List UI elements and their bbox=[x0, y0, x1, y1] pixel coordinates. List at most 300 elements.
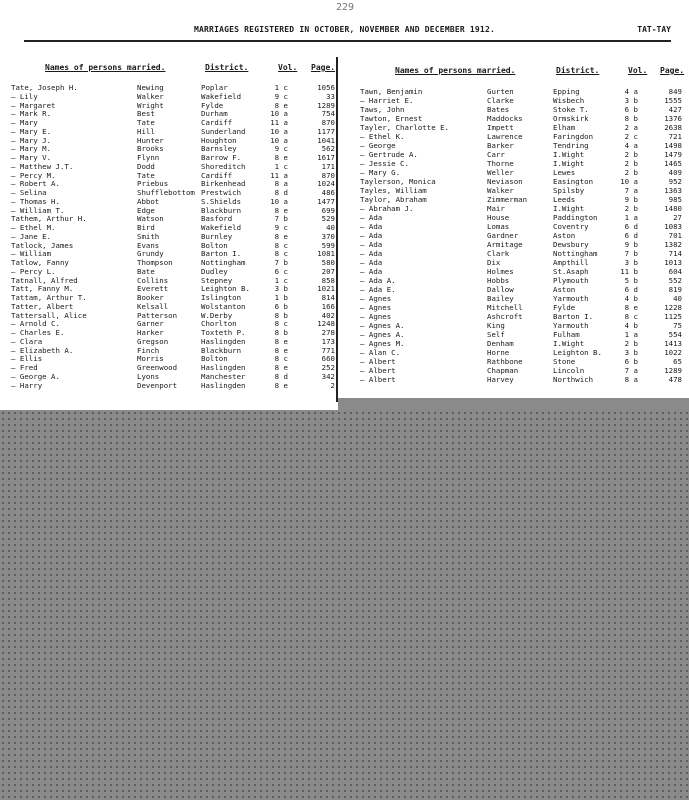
entry-page: 278 bbox=[321, 328, 335, 337]
entry-name: Tawton, Ernest bbox=[360, 114, 423, 123]
entry-spouse-surname: Walker bbox=[137, 91, 164, 101]
entry-spouse-surname: Maddocks bbox=[487, 114, 523, 123]
left-names-header: Names of persons married. bbox=[45, 63, 166, 72]
entry-volume: 1 c bbox=[274, 83, 288, 92]
entry-spouse-surname: Mitchell bbox=[487, 303, 523, 312]
entry-district: Lewes bbox=[553, 168, 576, 177]
entry-spouse-surname: Hunter bbox=[137, 135, 164, 145]
register-entry bbox=[11, 382, 334, 390]
entry-name: — Ethel K. bbox=[360, 132, 405, 141]
register-entry bbox=[11, 189, 334, 197]
entry-name: Tate, Joseph H. bbox=[11, 83, 78, 92]
entry-page: 402 bbox=[321, 310, 335, 320]
entry-district: Aston bbox=[553, 231, 576, 240]
entry-district: I.Wight bbox=[553, 204, 585, 213]
entry-spouse-surname: Greenwood bbox=[137, 363, 178, 372]
entry-spouse-surname: Collins bbox=[137, 275, 169, 285]
entry-spouse-surname: Priebus bbox=[137, 179, 169, 189]
entry-volume: 6 d bbox=[624, 231, 638, 240]
entry-name: Tatnall, Alfred bbox=[11, 275, 78, 285]
entry-volume: 9 b bbox=[624, 240, 638, 249]
entry-spouse-surname: Horne bbox=[487, 348, 510, 357]
register-entry bbox=[360, 106, 685, 114]
entry-page: 554 bbox=[668, 330, 682, 339]
entry-volume: 8 e bbox=[274, 336, 288, 346]
register-entry bbox=[360, 115, 685, 123]
entry-name: Tattersall, Alice bbox=[11, 310, 87, 320]
entry-volume: 8 e bbox=[274, 345, 288, 355]
entry-page: 1022 bbox=[664, 348, 682, 357]
entry-spouse-surname: Walker bbox=[487, 186, 514, 195]
entry-district: Tendring bbox=[553, 141, 589, 150]
entry-district: Paddington bbox=[553, 213, 598, 222]
entry-volume: 1 a bbox=[624, 330, 638, 339]
entry-district: Basford bbox=[201, 214, 233, 224]
entry-spouse-surname: Flynn bbox=[137, 153, 160, 162]
entry-page: 714 bbox=[668, 249, 682, 258]
entry-spouse-surname: Carr bbox=[487, 150, 505, 159]
entry-district: Leighton B. bbox=[201, 284, 250, 294]
register-entry bbox=[360, 358, 685, 366]
entry-volume: 6 b bbox=[274, 301, 288, 311]
entry-name: Tatlow, Fanny bbox=[11, 258, 69, 267]
register-entry bbox=[11, 268, 334, 276]
entry-name: — Agnes bbox=[360, 312, 392, 321]
entry-page: 1555 bbox=[664, 96, 682, 105]
register-entry bbox=[11, 329, 334, 337]
entry-name: — Ethel M. bbox=[11, 223, 56, 232]
entry-page: 870 bbox=[321, 118, 335, 127]
entry-page: 1382 bbox=[664, 240, 682, 249]
entry-name: Tattam, Arthur T. bbox=[11, 293, 87, 302]
entry-volume: 7 a bbox=[624, 186, 638, 195]
scan-shadow bbox=[338, 398, 689, 410]
entry-page: 699 bbox=[321, 205, 335, 215]
entry-spouse-surname: Morris bbox=[137, 354, 164, 364]
entry-spouse-surname: Newing bbox=[137, 83, 164, 92]
column-divider bbox=[336, 57, 338, 402]
entry-spouse-surname: Bird bbox=[137, 223, 155, 232]
entry-page: 660 bbox=[321, 354, 335, 364]
register-entry bbox=[11, 128, 334, 136]
entry-name: — Mark R. bbox=[11, 109, 52, 119]
entry-page: 1376 bbox=[664, 114, 682, 123]
register-entry bbox=[11, 233, 334, 241]
register-entry bbox=[11, 84, 334, 92]
entry-name: — Jane E. bbox=[11, 231, 52, 241]
register-entry bbox=[360, 268, 685, 276]
entry-volume: 8 d bbox=[274, 371, 288, 381]
entry-page: 721 bbox=[668, 132, 682, 141]
entry-name: — Elizabeth A. bbox=[11, 345, 74, 355]
register-entry bbox=[360, 250, 685, 258]
entry-name: — George A. bbox=[11, 371, 60, 381]
entry-district: Islington bbox=[201, 293, 242, 302]
register-entry bbox=[360, 304, 685, 312]
entry-spouse-surname: Dallow bbox=[487, 285, 514, 294]
entry-volume: 9 c bbox=[274, 91, 288, 101]
register-entry bbox=[11, 294, 334, 302]
entry-district: Barton I. bbox=[553, 312, 594, 321]
entry-volume: 8 a bbox=[274, 179, 288, 189]
entry-page: 1480 bbox=[664, 204, 682, 213]
entry-district: I.Wight bbox=[553, 339, 585, 348]
entry-page: 952 bbox=[668, 177, 682, 186]
entry-name: — Ada bbox=[360, 249, 383, 258]
entry-spouse-surname: Clark bbox=[487, 249, 510, 258]
entry-page: 1248 bbox=[317, 319, 335, 329]
entry-volume: 6 d bbox=[624, 285, 638, 294]
entry-spouse-surname: Chapman bbox=[487, 366, 519, 375]
entry-district: Bolton bbox=[201, 354, 228, 364]
entry-district: Stepney bbox=[201, 275, 233, 285]
entry-name: Tathem, Arthur H. bbox=[11, 214, 87, 224]
entry-district: Nottingham bbox=[553, 249, 598, 258]
entry-name: — Agnes A. bbox=[360, 321, 405, 330]
entry-spouse-surname: Bate bbox=[137, 266, 155, 276]
entry-district: Toxteth P. bbox=[201, 328, 246, 337]
entry-volume: 4 a bbox=[624, 141, 638, 150]
register-entry bbox=[360, 205, 685, 213]
register-entry bbox=[11, 163, 334, 171]
register-entry bbox=[11, 154, 334, 162]
entry-volume: 8 b bbox=[274, 310, 288, 320]
entry-volume: 8 c bbox=[274, 249, 288, 259]
entry-district: Leeds bbox=[553, 195, 576, 204]
register-entry bbox=[360, 367, 685, 375]
entry-district: Wakefield bbox=[201, 223, 242, 232]
entry-page: 858 bbox=[321, 275, 335, 285]
register-entry bbox=[360, 376, 685, 384]
entry-spouse-surname: Wright bbox=[137, 100, 164, 110]
entry-spouse-surname: Best bbox=[137, 109, 155, 119]
entry-volume: 3 b bbox=[624, 258, 638, 267]
entry-spouse-surname: Impett bbox=[487, 123, 514, 132]
entry-name: — Ada bbox=[360, 222, 383, 231]
entry-spouse-surname: Denham bbox=[487, 339, 514, 348]
entry-page: 1081 bbox=[317, 249, 335, 259]
entry-volume: 2 c bbox=[624, 132, 638, 141]
register-entry bbox=[360, 214, 685, 222]
entry-name: — Mary bbox=[11, 118, 38, 127]
entry-district: Birkenhead bbox=[201, 179, 246, 189]
entry-volume: 5 b bbox=[624, 276, 638, 285]
entry-page: 1177 bbox=[317, 126, 335, 136]
entry-volume: 9 c bbox=[274, 223, 288, 232]
entry-name: — Ada bbox=[360, 267, 383, 276]
entry-name: — Mary G. bbox=[360, 168, 401, 177]
entry-name: — Thomas H. bbox=[11, 196, 60, 206]
right-page-header: Page. bbox=[660, 66, 685, 75]
entry-name: — Percy M. bbox=[11, 170, 56, 180]
entry-spouse-surname: Kelsall bbox=[137, 301, 169, 311]
entry-volume: 6 c bbox=[274, 266, 288, 276]
entry-name: — Selina bbox=[11, 188, 47, 197]
entry-name: — Arnold C. bbox=[11, 319, 60, 329]
entry-name: — Clara bbox=[11, 336, 43, 346]
register-entry bbox=[360, 232, 685, 240]
entry-name: — Abraham J. bbox=[360, 204, 414, 213]
register-entry bbox=[360, 97, 685, 105]
entry-district: Wisbech bbox=[553, 96, 585, 105]
entry-district: Stoke T. bbox=[553, 105, 589, 114]
entry-spouse-surname: Mair bbox=[487, 204, 505, 213]
entry-volume: 8 e bbox=[624, 303, 638, 312]
entry-spouse-surname: Patterson bbox=[137, 310, 178, 320]
entry-spouse-surname: Gurten bbox=[487, 87, 514, 96]
entry-district: Prestwich bbox=[201, 188, 242, 197]
entry-district: Fulham bbox=[553, 330, 580, 339]
entry-volume: 8 d bbox=[274, 188, 288, 197]
entry-spouse-surname: Dix bbox=[487, 258, 501, 267]
entry-spouse-surname: Brooks bbox=[137, 144, 164, 154]
entry-name: — Jessie C. bbox=[360, 159, 409, 168]
entry-page: 427 bbox=[668, 105, 682, 114]
register-entry bbox=[360, 133, 685, 141]
entry-page: 166 bbox=[321, 301, 335, 311]
register-entry bbox=[360, 124, 685, 132]
entry-volume: 6 b bbox=[624, 105, 638, 114]
entry-name: Taws, John bbox=[360, 105, 405, 114]
entry-page: 1465 bbox=[664, 159, 682, 168]
entry-district: Blackburn bbox=[201, 205, 242, 215]
entry-name: — Ada bbox=[360, 240, 383, 249]
entry-name: — Ada A. bbox=[360, 276, 396, 285]
entry-volume: 4 a bbox=[624, 87, 638, 96]
entry-district: Elham bbox=[553, 123, 576, 132]
entry-spouse-surname: Shufflebottom bbox=[137, 188, 195, 197]
entry-page: 814 bbox=[321, 293, 335, 302]
entry-volume: 8 b bbox=[274, 328, 288, 337]
entry-spouse-surname: Lomas bbox=[487, 222, 510, 231]
entry-volume: 8 e bbox=[274, 100, 288, 110]
register-entry bbox=[360, 196, 685, 204]
register-entry bbox=[360, 322, 685, 330]
entry-district: St.Asaph bbox=[553, 267, 589, 276]
entry-page: 1041 bbox=[317, 135, 335, 145]
entry-volume: 1 a bbox=[624, 213, 638, 222]
register-entry bbox=[11, 259, 334, 267]
register-entry bbox=[11, 119, 334, 127]
entry-district: Manchester bbox=[201, 371, 246, 381]
entry-page: 33 bbox=[326, 91, 335, 101]
entry-page: 1617 bbox=[317, 153, 335, 162]
entry-page: 252 bbox=[321, 363, 335, 372]
entry-page: 1228 bbox=[664, 303, 682, 312]
entry-spouse-surname: Abbot bbox=[137, 196, 160, 206]
entry-volume: 10 a bbox=[270, 109, 288, 119]
entry-page: 1083 bbox=[664, 222, 682, 231]
entry-district: Leighton B. bbox=[553, 348, 602, 357]
entry-district: Fylde bbox=[553, 303, 576, 312]
entry-volume: 7 b bbox=[274, 258, 288, 267]
register-entry bbox=[11, 303, 334, 311]
register-entry bbox=[11, 224, 334, 232]
right-district-header: District. bbox=[556, 66, 600, 75]
entry-spouse-surname: Grundy bbox=[137, 249, 164, 259]
scan-background bbox=[0, 410, 689, 800]
entry-spouse-surname: Clarke bbox=[487, 96, 514, 105]
entry-district: Poplar bbox=[201, 83, 228, 92]
entry-spouse-surname: Gardner bbox=[487, 231, 519, 240]
entry-spouse-surname: Ashcroft bbox=[487, 312, 523, 321]
register-entry bbox=[360, 295, 685, 303]
register-entry bbox=[11, 93, 334, 101]
alphabetical-range: TAT-TAY bbox=[637, 25, 671, 34]
entry-page: 1056 bbox=[317, 83, 335, 92]
entry-name: Tatt, Fanny M. bbox=[11, 284, 74, 294]
entry-spouse-surname: Edge bbox=[137, 205, 155, 215]
entry-spouse-surname: Devenport bbox=[137, 380, 178, 390]
entry-district: Shoreditch bbox=[201, 161, 246, 171]
entry-district: Barton I. bbox=[201, 249, 242, 259]
entry-name: — Ada bbox=[360, 231, 383, 240]
register-entry bbox=[11, 198, 334, 206]
entry-district: Northwich bbox=[553, 375, 594, 384]
entry-volume: 6 b bbox=[624, 357, 638, 366]
entry-volume: 3 b bbox=[624, 348, 638, 357]
entry-district: Dewsbury bbox=[553, 240, 589, 249]
entry-name: — Mary E. bbox=[11, 126, 52, 136]
register-entry bbox=[360, 223, 685, 231]
entry-district: Bolton bbox=[201, 240, 228, 250]
entry-district: Durham bbox=[201, 109, 228, 119]
entry-volume: 10 a bbox=[270, 196, 288, 206]
entry-volume: 11 a bbox=[270, 118, 288, 127]
entry-spouse-surname: Lawrence bbox=[487, 132, 523, 141]
entry-district: Haslingden bbox=[201, 363, 246, 372]
entry-spouse-surname: Dodd bbox=[137, 161, 155, 171]
register-entry bbox=[360, 277, 685, 285]
entry-district: Faringdon bbox=[553, 132, 594, 141]
entry-page: 985 bbox=[668, 195, 682, 204]
entry-district: Barnsley bbox=[201, 144, 237, 154]
entry-page: 75 bbox=[673, 321, 682, 330]
left-page-header: Page. bbox=[311, 63, 336, 72]
entry-volume: 2 b bbox=[624, 150, 638, 159]
entry-page: 173 bbox=[321, 336, 335, 346]
entry-page: 478 bbox=[668, 375, 682, 384]
entry-name: — Ellis bbox=[11, 354, 43, 364]
entry-page: 529 bbox=[321, 214, 335, 224]
register-entry bbox=[360, 259, 685, 267]
right-names-header: Names of persons married. bbox=[395, 66, 516, 75]
entry-name: — Agnes bbox=[360, 303, 392, 312]
entry-district: Blackburn bbox=[201, 345, 242, 355]
entry-district: Wakefield bbox=[201, 91, 242, 101]
entry-name: — Albert bbox=[360, 375, 396, 384]
register-entry bbox=[11, 373, 334, 381]
entry-district: Yarmouth bbox=[553, 321, 589, 330]
entry-volume: 2 b bbox=[624, 159, 638, 168]
entry-page: 370 bbox=[321, 231, 335, 241]
entry-district: Ampthill bbox=[553, 258, 589, 267]
entry-volume: 1 c bbox=[274, 275, 288, 285]
entry-page: 1479 bbox=[664, 150, 682, 159]
entry-volume: 8 e bbox=[274, 153, 288, 162]
entry-name: Tayles, William bbox=[360, 186, 427, 195]
entry-volume: 8 b bbox=[624, 114, 638, 123]
entry-volume: 10 a bbox=[270, 135, 288, 145]
entry-district: Epping bbox=[553, 87, 580, 96]
top-rule bbox=[24, 40, 671, 42]
register-entry bbox=[360, 160, 685, 168]
register-entry bbox=[360, 151, 685, 159]
entry-page: 771 bbox=[321, 345, 335, 355]
entry-district: Burnley bbox=[201, 231, 233, 241]
entry-spouse-surname: Zimmerman bbox=[487, 195, 528, 204]
entry-volume: 8 e bbox=[274, 205, 288, 215]
entry-district: Coventry bbox=[553, 222, 589, 231]
entry-page: 171 bbox=[321, 161, 335, 171]
entry-volume: 2 b bbox=[624, 204, 638, 213]
entry-name: Taylerson, Monica bbox=[360, 177, 436, 186]
entry-district: Sunderland bbox=[201, 126, 246, 136]
entry-name: — Matthew J.T. bbox=[11, 161, 74, 171]
entry-spouse-surname: Tate bbox=[137, 170, 155, 180]
entry-district: S.Shields bbox=[201, 196, 242, 206]
entry-name: Tawn, Benjamin bbox=[360, 87, 423, 96]
entry-page: 342 bbox=[321, 371, 335, 381]
entry-spouse-surname: Smith bbox=[137, 231, 160, 241]
entry-district: Cardiff bbox=[201, 118, 233, 127]
entry-name: — Gertrude A. bbox=[360, 150, 418, 159]
register-entry bbox=[360, 349, 685, 357]
entry-page: 754 bbox=[321, 109, 335, 119]
entry-district: Spilsby bbox=[553, 186, 585, 195]
entry-name: — Charles E. bbox=[11, 328, 65, 337]
entry-name: — Lily bbox=[11, 91, 38, 101]
register-entry bbox=[360, 142, 685, 150]
entry-volume: 7 b bbox=[624, 249, 638, 258]
entry-page: 701 bbox=[668, 231, 682, 240]
entry-district: Dudley bbox=[201, 266, 228, 276]
register-entry bbox=[360, 286, 685, 294]
entry-district: Easington bbox=[553, 177, 594, 186]
entry-volume: 4 b bbox=[624, 294, 638, 303]
entry-name: — Percy L. bbox=[11, 266, 56, 276]
entry-volume: 8 e bbox=[274, 363, 288, 372]
entry-name: — Ada E. bbox=[360, 285, 396, 294]
entry-district: Haslingden bbox=[201, 380, 246, 390]
entry-spouse-surname: Holmes bbox=[487, 267, 514, 276]
entry-volume: 4 b bbox=[624, 321, 638, 330]
entry-district: Fylde bbox=[201, 100, 224, 110]
entry-spouse-surname: House bbox=[487, 213, 510, 222]
entry-spouse-surname: Self bbox=[487, 330, 505, 339]
entry-name: — Agnes bbox=[360, 294, 392, 303]
entry-name: — Agnes M. bbox=[360, 339, 405, 348]
entry-volume: 10 a bbox=[270, 126, 288, 136]
entry-page: 552 bbox=[668, 276, 682, 285]
entry-name: — Albert bbox=[360, 366, 396, 375]
entry-district: Barrow F. bbox=[201, 153, 242, 162]
entry-page: 65 bbox=[673, 357, 682, 366]
entry-name: — George bbox=[360, 141, 396, 150]
entry-page: 1013 bbox=[664, 258, 682, 267]
entry-spouse-surname: Finch bbox=[137, 345, 160, 355]
entry-volume: 8 e bbox=[274, 231, 288, 241]
entry-spouse-surname: Armitage bbox=[487, 240, 523, 249]
entry-page: 849 bbox=[668, 87, 682, 96]
entry-volume: 11 b bbox=[620, 267, 638, 276]
entry-spouse-surname: Booker bbox=[137, 293, 164, 302]
entry-spouse-surname: Gregson bbox=[137, 336, 169, 346]
entry-spouse-surname: Barker bbox=[487, 141, 514, 150]
entry-volume: 7 b bbox=[274, 214, 288, 224]
entry-name: — Harry bbox=[11, 380, 43, 390]
entry-page: 1125 bbox=[664, 312, 682, 321]
